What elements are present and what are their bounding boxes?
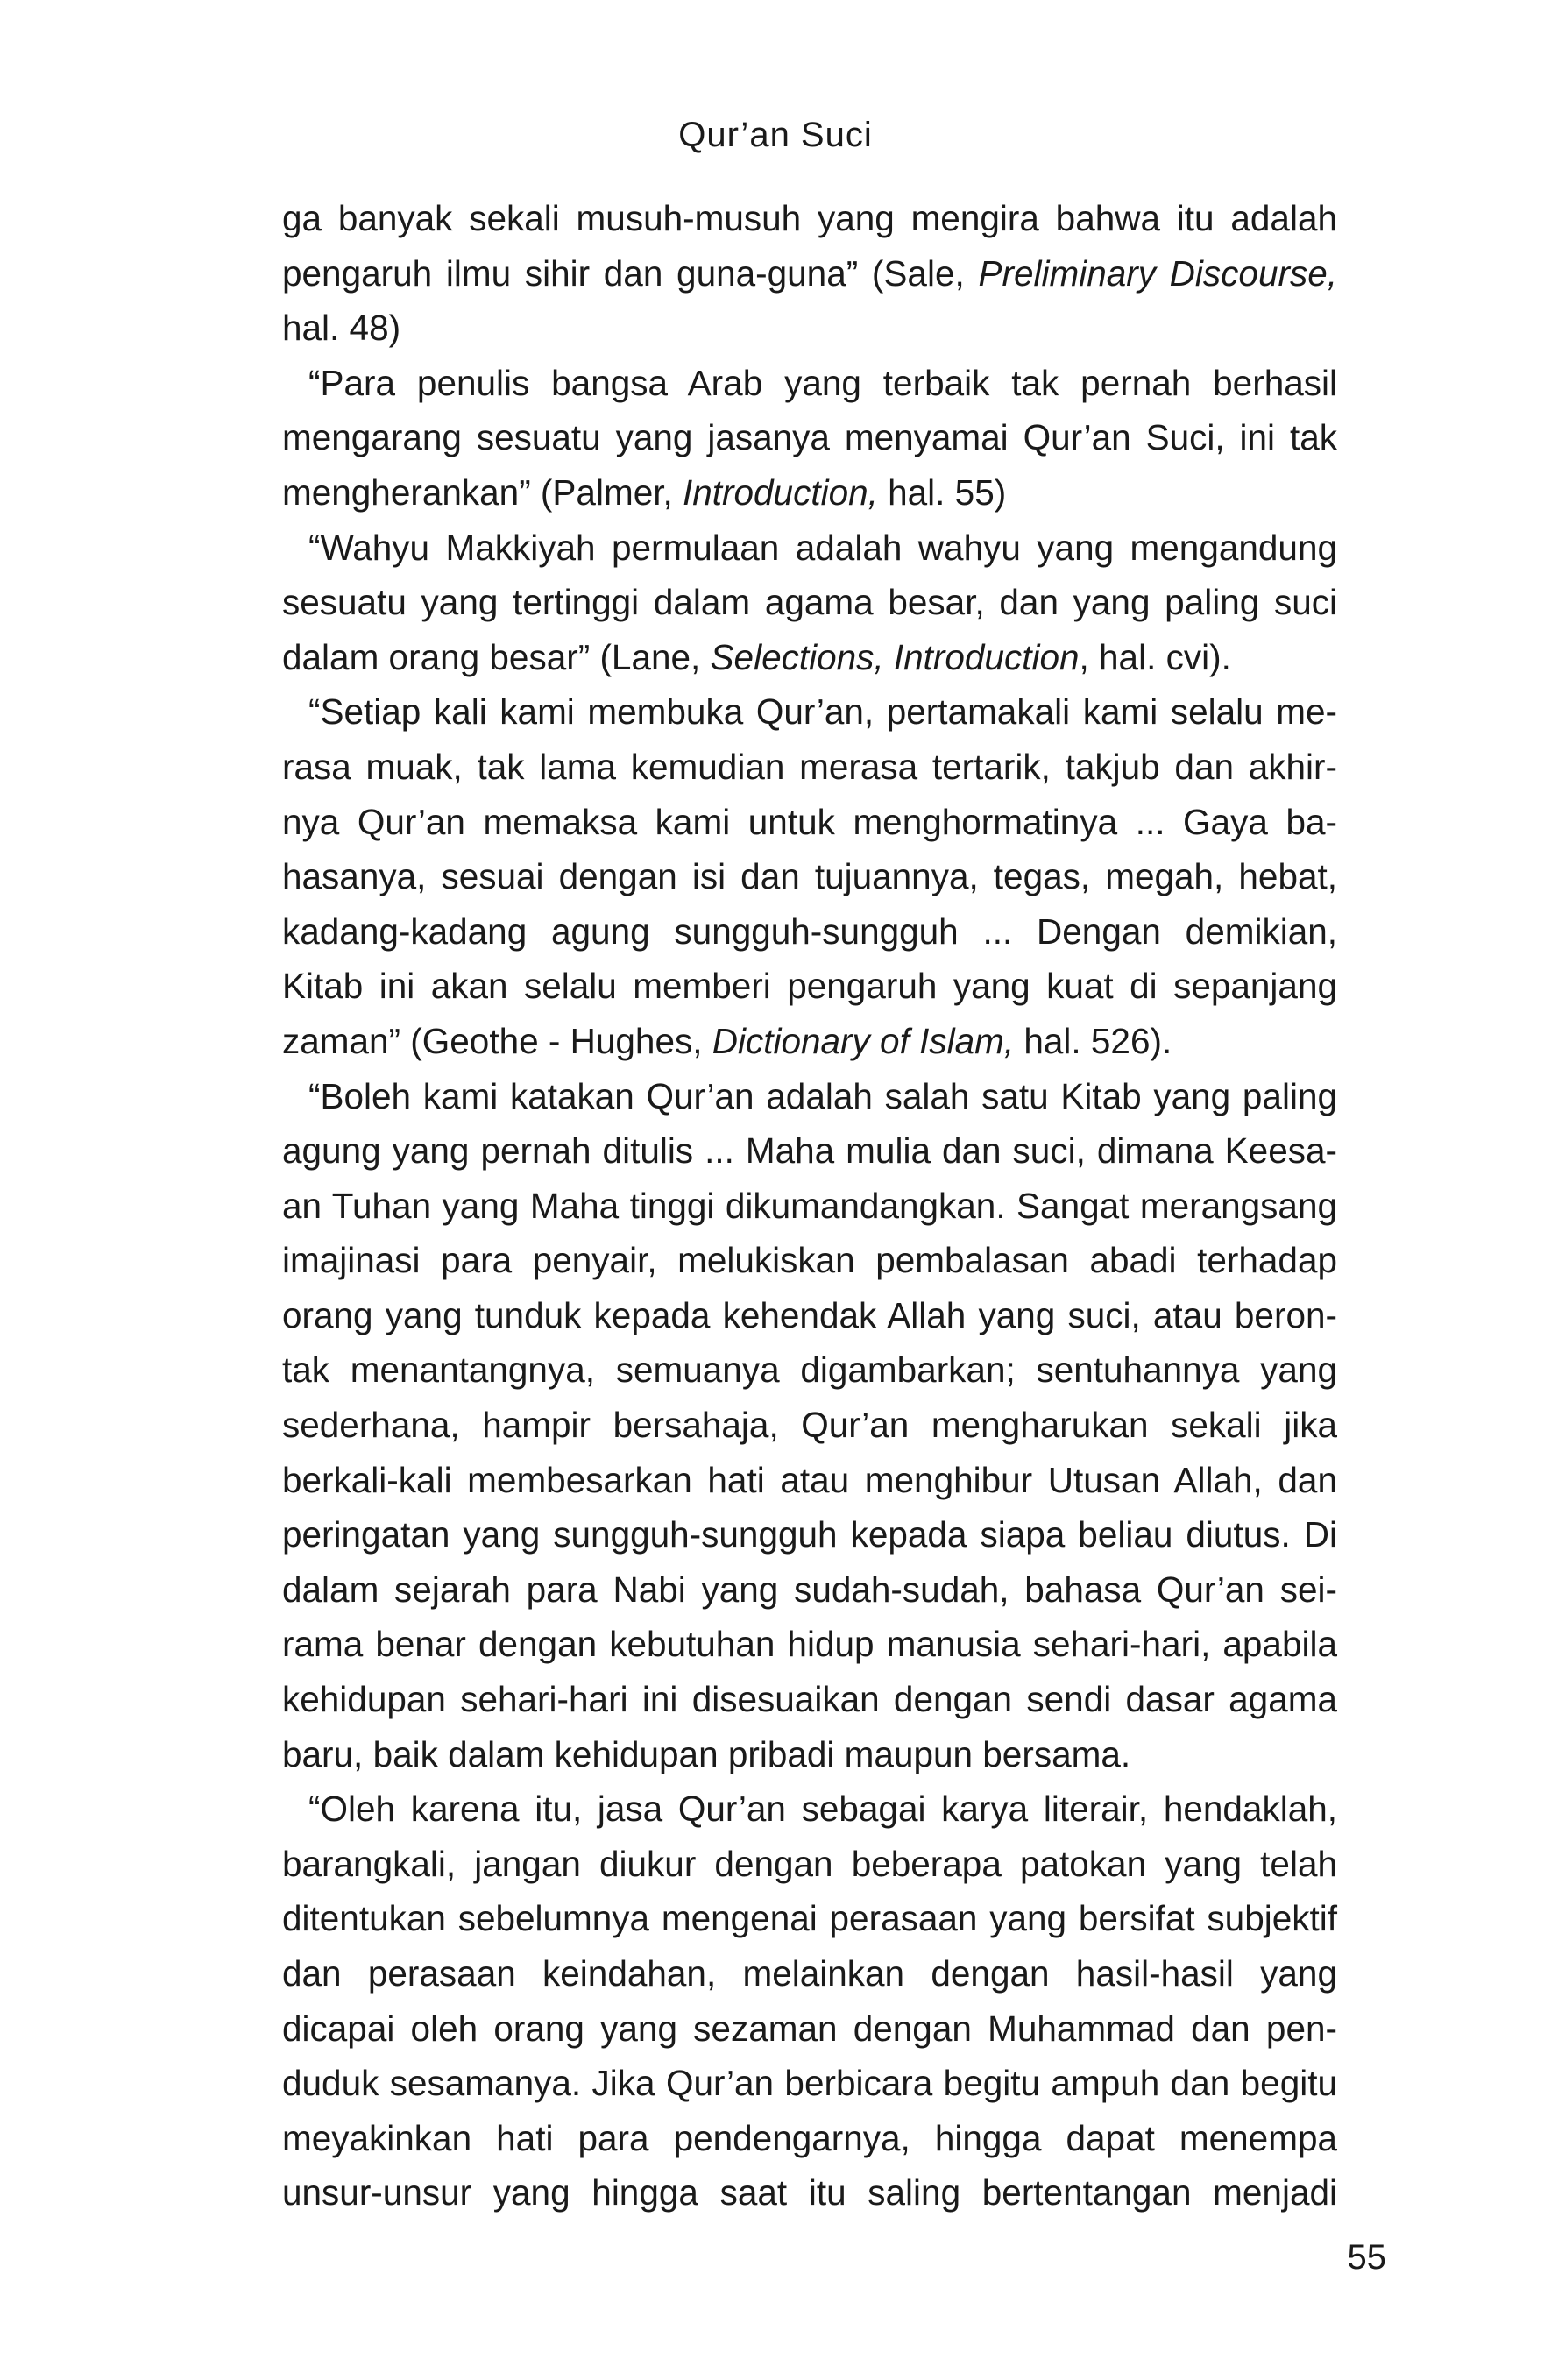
text-segment: , hal. cvi). <box>1079 636 1231 677</box>
quote-paragraph <box>282 521 1337 685</box>
text-segment: ga banyak sekali musuh-musuh yang mengira bahwa itu adalah pengaruh ilmu sihir dan guna-guna” (Sale, <box>282 198 1337 294</box>
running-head-title: Qur’an Suci <box>678 116 873 154</box>
text-segment: “Oleh karena itu, jasa Qur’an sebagai karya literair, hendaklah, barangkali, jangan diukur dengan beberapa patokan yang telah ditentukan sebelumnya mengenai perasaan yang bersifat subjektif dan perasaan keindahan, melainkan dengan hasil-hasil yang dicapai oleh orang yang sezaman dengan Muhammad dan penduduk sesamanya. Jika Qur’an berbicara begitu ampuh dan begitu meyakinkan hati para pendengarnya, hingga dapat menempa unsur-unsur yang hingga saat itu saling bertentangan menjadi <box>282 1789 1337 2214</box>
quote-paragraph <box>282 684 1337 1068</box>
citation-title: Dictionary of Islam, <box>712 1020 1015 1061</box>
text-segment: “Boleh kami katakan Qur’an adalah salah satu Kitab yang paling agung yang pernah ditulis ... Maha mulia dan suci, dimana Keesaan Tuhan yang Maha tinggi dikumandangkan. Sangat merangsang imajinasi para penyair, melukiskan pembalasan abadi terhadap orang yang tunduk kepada kehendak Allah yang suci, atau berontak menantangnya, semuanya digambarkan; sentuhannya yang sederhana, hampir bersahaja, Qur’an mengharukan sekali jika berkali-kali membesarkan hati atau menghibur Utusan Allah, dan peringatan yang sungguh-sungguh kepada siapa beliau diutus. Di dalam sejarah para Nabi yang sudah-sudah, bahasa Qur’an seirama benar dengan kebutuhan hidup manusia sehari-hari, apabila kehidupan sehari-hari ini disesuaikan dengan sendi dasar agama baru, baik dalam kehidupan pribadi maupun bersama. <box>282 1075 1337 1774</box>
quote-paragraph <box>282 356 1337 521</box>
quote-paragraph <box>282 1781 1337 2221</box>
citation-title: Introduction, <box>682 471 878 513</box>
text-segment: hal. 526). <box>1014 1020 1172 1061</box>
text-segment: hal. 55) <box>877 471 1007 513</box>
text-segment: “Setiap kali kami membuka Qur’an, pertamakali kami selalu merasa muak, tak lama kemudian merasa tertarik, takjub dan akhirnya Qur’an memaksa kami untuk menghormatinya ... Gaya bahasanya, sesuai dengan isi dan tujuannya, tegas, megah, hebat, kadang-kadang agung sungguh-sungguh ... Dengan demikian, Kitab ini akan selalu memberi pengaruh yang kuat di sepanjang zaman” (Geothe - Hughes, <box>282 691 1337 1061</box>
paragraph-continued <box>282 191 1337 356</box>
citation-title: Preliminary Discourse, <box>978 252 1337 294</box>
text-segment: hal. 48) <box>282 308 401 349</box>
body-text <box>282 191 1337 2221</box>
page-number: 55 <box>1347 2238 1386 2277</box>
citation-title: Selections, Introduction <box>710 636 1080 677</box>
text-segment: “Wahyu Makkiyah permulaan adalah wahyu yang mengandung sesuatu yang tertinggi dalam agama besar, dan yang paling suci dalam orang besar” (Lane, <box>282 527 1337 677</box>
text-segment: “Para penulis bangsa Arab yang terbaik tak pernah berhasil mengarang sesuatu yang jasanya menyamai Qur’an Suci, ini tak mengherankan” (Palmer, <box>282 362 1337 513</box>
quote-paragraph <box>282 1069 1337 1782</box>
